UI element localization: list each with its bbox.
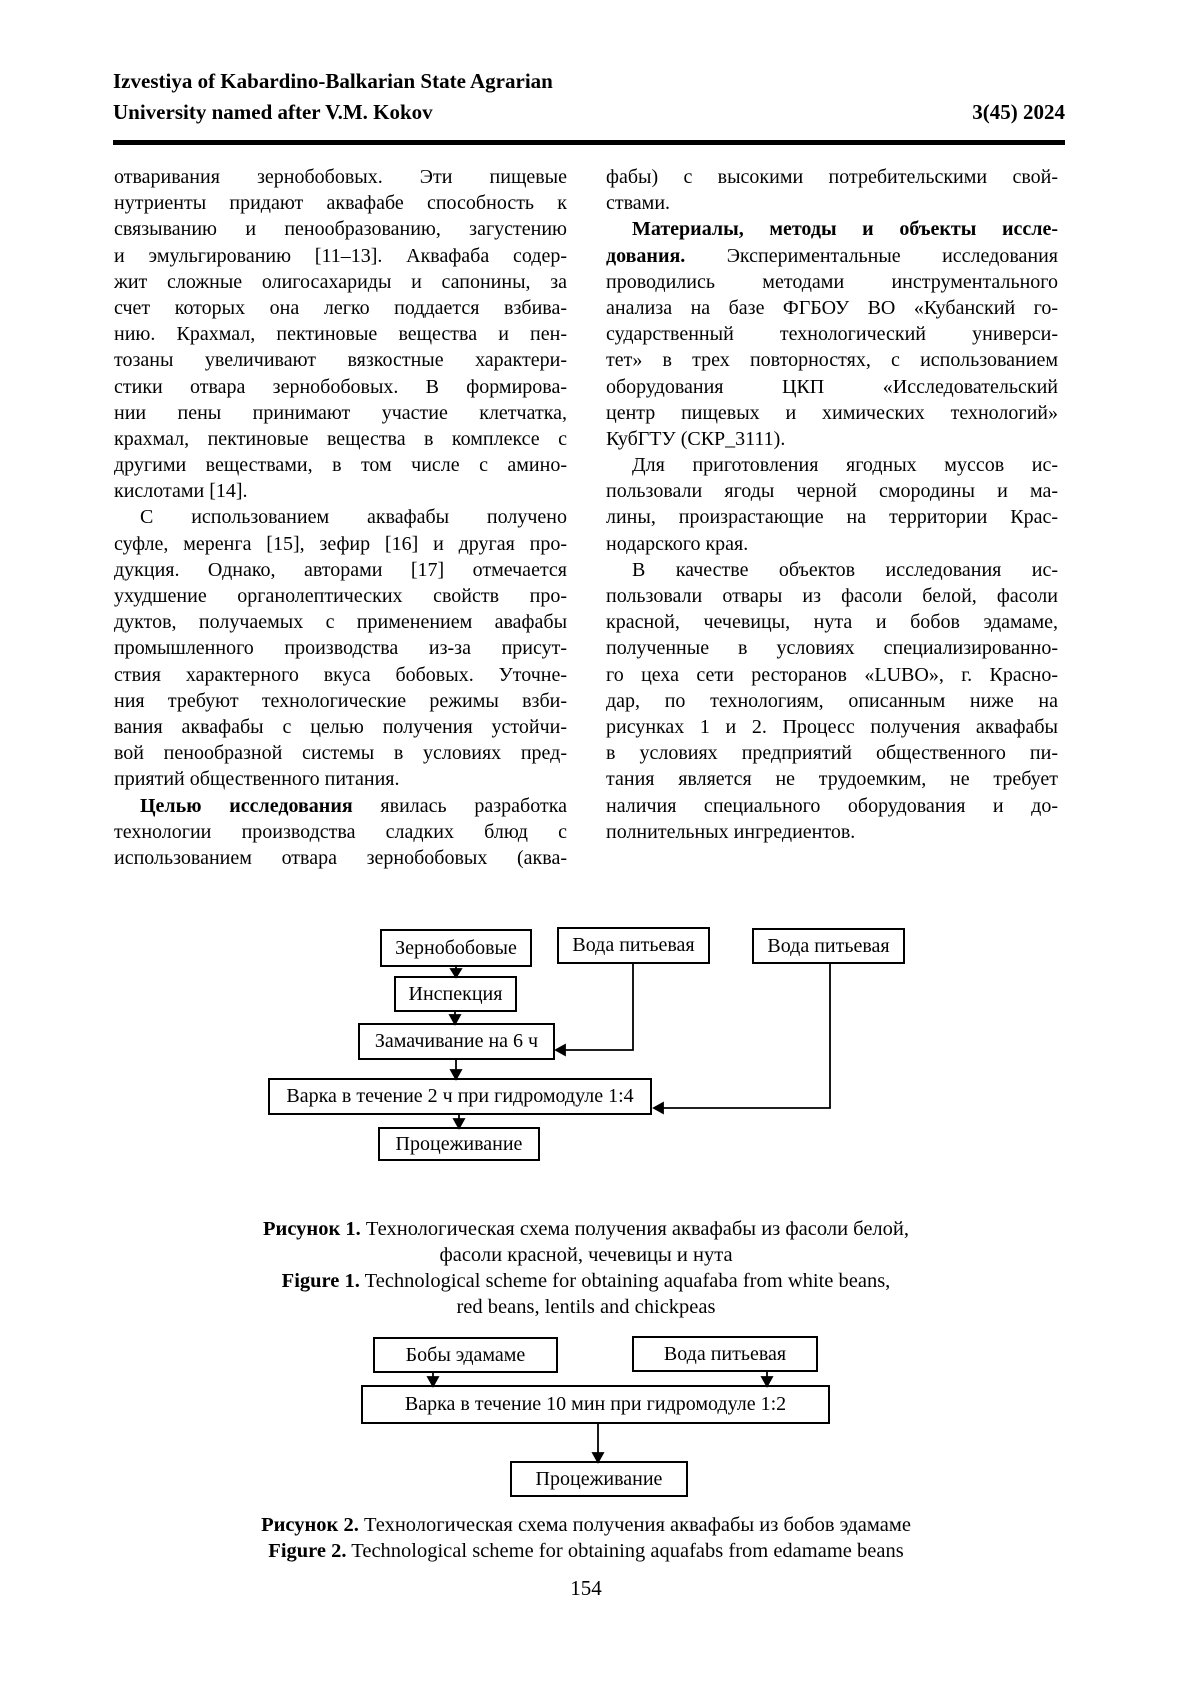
text-line: наличия специального оборудования и до-	[606, 794, 1058, 817]
text-line: нутриенты придают аквафабе способность к	[114, 192, 567, 215]
arrow-water2-to-cooking	[654, 1103, 663, 1113]
text-line: ствия характерного вкуса бобовых. Уточне-	[114, 663, 567, 686]
text-line: крахмал, пектиновые вещества в комплексе с	[114, 427, 567, 450]
text-line: пользовали отвары из фасоли белой, фасоли	[606, 585, 1058, 607]
text-line: го цеха сети ресторанов «LUBO», г. Красно-	[606, 663, 1058, 686]
flow-box-edamame: Бобы эдамаме	[373, 1337, 558, 1373]
text-line: Рисунок 2. Технологическая схема получения аквафабы из бобов эдамаме	[261, 1514, 911, 1536]
text-line: жит сложные олигосахариды и сапонины, за	[114, 270, 567, 293]
text-line: красной, чечевицы, нута и бобов эдамаме,	[606, 611, 1058, 634]
text-line: тет» в трех повторностях, с использованием	[606, 349, 1058, 372]
text-line: дар, по технологиям, описанным ниже на	[606, 689, 1058, 712]
text-line: приятий общественного питания.	[114, 768, 400, 791]
text-line: С использованием аквафабы получено	[140, 506, 567, 529]
text-line: рисунках 1 и 2. Процесс получения аквафабы	[606, 715, 1058, 738]
text-line: фасоли красной, чечевицы и нута	[439, 1244, 733, 1266]
text-line: дуктов, получаемых с применением авафабы	[114, 611, 567, 634]
figure2-caption	[114, 1512, 1058, 1564]
flow-box-water-3: Вода питьевая	[632, 1336, 818, 1372]
page-number: 154	[570, 1576, 602, 1600]
text-line: нии пены принимают участие клетчатка,	[114, 401, 567, 424]
text-line: тозаны увеличивают вязкостные характери-	[114, 349, 567, 372]
text-line: проводились методами инструментального	[606, 270, 1058, 293]
text-line: технологии производства сладких блюд с	[114, 820, 567, 843]
text-line: вания аквафабы с целью получения устойчи-	[114, 715, 567, 738]
text-line: ухудшение органолептических свойств про-	[114, 585, 567, 607]
text-line: счет которых она легко поддается взбива-	[114, 296, 567, 319]
text-line: оборудования ЦКП «Исследовательский	[606, 375, 1058, 398]
text-line: дукция. Однако, авторами [17] отмечается	[114, 558, 567, 581]
flow-box-water-1: Вода питьевая	[557, 927, 710, 964]
text-line: в условиях предприятий общественного пи-	[606, 742, 1058, 765]
text-line: использованием отвара зернобобовых (аква-	[114, 846, 567, 869]
text-line: фабы) с высокими потребительскими свой-	[606, 166, 1058, 188]
text-line: стики отвара зернобобовых. В формирова-	[114, 375, 567, 398]
text-line: КубГТУ (СКР_3111).	[606, 427, 786, 450]
flow-box-soaking: Замачивание на 6 ч	[358, 1023, 555, 1060]
flow-box-cooking-10min: Варка в течение 10 мин при гидромодуле 1:2	[361, 1385, 830, 1424]
text-line: red beans, lentils and chickpeas	[456, 1296, 716, 1318]
flow-box-water-2: Вода питьевая	[752, 928, 905, 964]
text-line: Рисунок 1. Технологическая схема получения аквафабы из фасоли белой,	[262, 1218, 910, 1240]
body-column-left	[114, 164, 567, 871]
flow-box-straining-1: Процеживание	[378, 1127, 540, 1161]
text-line: отваривания зернобобовых. Эти пищевые	[114, 166, 567, 188]
journal-title-line1: Izvestiya of Kabardino-Balkarian State Agrarian	[113, 69, 553, 93]
text-line: Материалы, методы и объекты иссле-	[632, 218, 1058, 241]
flow-box-straining-2: Процеживание	[510, 1461, 688, 1497]
body-column-right	[606, 164, 1058, 845]
flow-box-cooking-2h: Варка в течение 2 ч при гидромодуле 1:4	[268, 1078, 652, 1115]
text-line: сударственный технологический универси-	[606, 323, 1058, 346]
journal-header	[113, 66, 1065, 128]
figure1-caption	[114, 1216, 1058, 1320]
text-line: В качестве объектов исследования ис-	[632, 558, 1058, 581]
text-line: полученные в условиях специализированно-	[606, 637, 1058, 660]
text-line: Для приготовления ягодных муссов ис-	[632, 454, 1058, 477]
text-line: связыванию и пенообразованию, загустению	[114, 218, 567, 241]
journal-title-line2: University named after V.M. Kokov	[113, 100, 433, 124]
flow-box-inspection: Инспекция	[394, 976, 517, 1012]
text-line: кислотами [14].	[114, 480, 248, 503]
text-line: полнительных ингредиентов.	[606, 820, 856, 843]
text-line: лины, произрастающие на территории Крас-	[606, 506, 1058, 529]
text-line: вой пенообразной системы в условиях пред-	[114, 742, 567, 765]
issue-number: 3(45) 2024	[972, 100, 1065, 124]
text-line: центр пищевых и химических технологий»	[606, 401, 1058, 424]
text-line: нодарского края.	[606, 532, 749, 555]
text-line: Целью исследования явилась разработка	[140, 794, 567, 817]
text-line: Figure 2. Technological scheme for obtaining aquafabs from edamame beans	[268, 1540, 904, 1562]
text-line: ния требуют технологические режимы взби-	[114, 689, 567, 712]
text-line: анализа на базе ФГБОУ ВО «Кубанский го-	[606, 296, 1058, 319]
text-line: промышленного производства из-за присут-	[114, 637, 567, 660]
text-line: дования. Экспериментальные исследования	[606, 244, 1058, 267]
text-line: Figure 1. Technological scheme for obtaining aquafaba from white beans,	[281, 1270, 891, 1292]
text-line: нию. Крахмал, пектиновые вещества и пен-	[114, 323, 567, 346]
flow-box-legumes: Зернобобовые	[380, 929, 532, 967]
header-rule	[113, 140, 1065, 145]
text-line: другими веществами, в том числе с амино-	[114, 454, 567, 477]
arrow-water1-to-soaking	[556, 1045, 565, 1055]
text-line: пользовали ягоды черной смородины и ма-	[606, 480, 1058, 503]
text-line: ствами.	[606, 192, 671, 215]
text-line: и эмульгированию [11–13]. Аквафаба содер-	[114, 244, 567, 267]
text-line: тания является не трудоемким, не требует	[606, 768, 1058, 791]
text-line: суфле, меренга [15], зефир [16] и другая про-	[114, 532, 567, 555]
